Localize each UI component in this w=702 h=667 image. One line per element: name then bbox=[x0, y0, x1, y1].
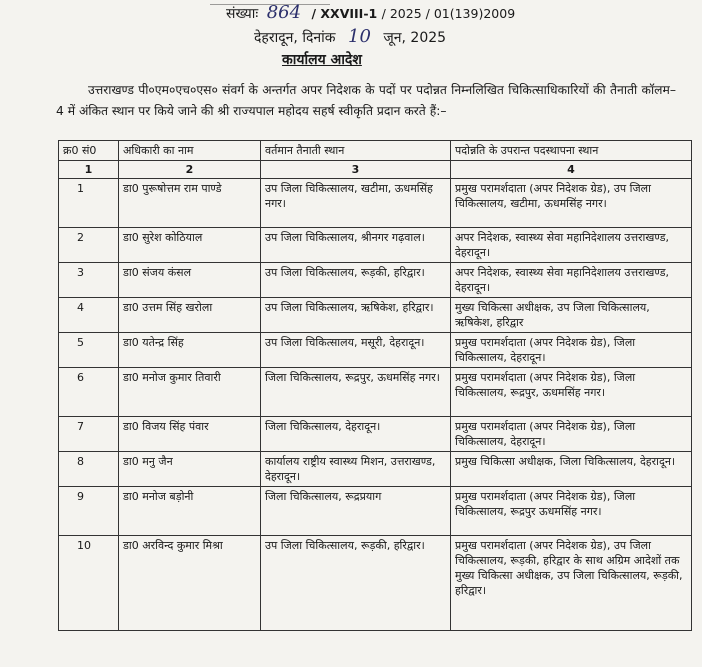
cell-current: उप जिला चिकित्सालय, रूड़की, हरिद्वार। bbox=[261, 536, 451, 631]
cell-sno: 3 bbox=[59, 263, 119, 298]
ref-suffix: / 2025 / 01(139)2009 bbox=[381, 6, 516, 21]
date-line bbox=[254, 26, 446, 47]
cell-sno: 9 bbox=[59, 487, 119, 536]
cell-current: जिला चिकित्सालय, रूद्रपुर, ऊधमसिंह नगर। bbox=[261, 368, 451, 417]
colnum-2: 2 bbox=[119, 161, 261, 179]
table-row bbox=[59, 417, 692, 452]
cell-posting: प्रमुख परामर्शदाता (अपर निदेशक ग्रेड), जिला चिकित्सालय, देहरादून। bbox=[451, 333, 692, 368]
colnum-4: 4 bbox=[451, 161, 692, 179]
table-row bbox=[59, 452, 692, 487]
cell-sno: 1 bbox=[59, 179, 119, 228]
cell-sno: 6 bbox=[59, 368, 119, 417]
table-row bbox=[59, 298, 692, 333]
cell-sno: 5 bbox=[59, 333, 119, 368]
cell-posting: अपर निदेशक, स्वास्थ्य सेवा महानिदेशालय उत्तराखण्ड, देहरादून। bbox=[451, 263, 692, 298]
cell-name: डा0 यतेन्द्र सिंह bbox=[119, 333, 261, 368]
table-header-row bbox=[59, 141, 692, 161]
cell-posting: प्रमुख परामर्शदाता (अपर निदेशक ग्रेड), जिला चिकित्सालय, रूद्रपुर ऊधमसिंह नगर। bbox=[451, 487, 692, 536]
header-name: अधिकारी का नाम bbox=[119, 141, 261, 161]
cell-name: डा0 पुरूषोत्तम राम पाण्डे bbox=[119, 179, 261, 228]
header-sno: क्र0 सं0 bbox=[59, 141, 119, 161]
table-row bbox=[59, 228, 692, 263]
reference-number-line bbox=[226, 2, 515, 23]
cell-posting: प्रमुख परामर्शदाता (अपर निदेशक ग्रेड), उप जिला चिकित्सालय, खटीमा, ऊधमसिंह नगर। bbox=[451, 179, 692, 228]
cell-posting: मुख्य चिकित्सा अधीक्षक, उप जिला चिकित्सालय, ऋषिकेश, हरिद्वार bbox=[451, 298, 692, 333]
intro-text: उत्तराखण्ड पी०एम०एच०एस० संवर्ग के अन्तर्गत अपर निदेशक के पदों पर पदोन्नत निम्नलिखित चिकित्साधिकारियों की तैनाती कॉलम–4 में अंकित स्थान पर किये जाने की श्री राज्यपाल महोदय सहर्ष स्वीकृति प्रदान करते हैं:– bbox=[56, 83, 676, 118]
colnum-1: 1 bbox=[59, 161, 119, 179]
table-row bbox=[59, 263, 692, 298]
cell-sno: 7 bbox=[59, 417, 119, 452]
cell-current: उप जिला चिकित्सालय, श्रीनगर गढ़वाल। bbox=[261, 228, 451, 263]
cell-current: उप जिला चिकित्सालय, ऋषिकेश, हरिद्वार। bbox=[261, 298, 451, 333]
cell-current: उप जिला चिकित्सालय, रूड़की, हरिद्वार। bbox=[261, 263, 451, 298]
date-day-handwritten: 10 bbox=[348, 26, 371, 47]
cell-current: उप जिला चिकित्सालय, खटीमा, ऊधमसिंह नगर। bbox=[261, 179, 451, 228]
cell-current: कार्यालय राष्ट्रीय स्वास्थ्य मिशन, उत्तराखण्ड, देहरादून। bbox=[261, 452, 451, 487]
cell-name: डा0 मनोज कुमार तिवारी bbox=[119, 368, 261, 417]
ref-handwritten-number: 864 bbox=[266, 2, 302, 23]
cell-posting: प्रमुख परामर्शदाता (अपर निदेशक ग्रेड), जिला चिकित्सालय, देहरादून। bbox=[451, 417, 692, 452]
table-row bbox=[59, 333, 692, 368]
cell-name: डा0 मनु जैन bbox=[119, 452, 261, 487]
intro-paragraph bbox=[56, 80, 676, 122]
cell-sno: 4 bbox=[59, 298, 119, 333]
ref-label: संख्याः bbox=[226, 6, 259, 22]
cell-current: जिला चिकित्सालय, देहरादून। bbox=[261, 417, 451, 452]
header-current: वर्तमान तैनाती स्थान bbox=[261, 141, 451, 161]
ref-code: / XXVIII-1 bbox=[311, 6, 378, 21]
colnum-3: 3 bbox=[261, 161, 451, 179]
cell-sno: 8 bbox=[59, 452, 119, 487]
cell-name: डा0 अरविन्द कुमार मिश्रा bbox=[119, 536, 261, 631]
cell-sno: 10 bbox=[59, 536, 119, 631]
cell-name: डा0 मनोज बड़ोनी bbox=[119, 487, 261, 536]
cell-posting: प्रमुख परामर्शदाता (अपर निदेशक ग्रेड), जिला चिकित्सालय, रूद्रपुर, ऊधमसिंह नगर। bbox=[451, 368, 692, 417]
date-label: देहरादून, दिनांक bbox=[254, 30, 336, 46]
column-number-row bbox=[59, 161, 692, 179]
table-row bbox=[59, 536, 692, 631]
cell-name: डा0 संजय कंसल bbox=[119, 263, 261, 298]
cell-posting: प्रमुख चिकित्सा अधीक्षक, जिला चिकित्सालय, देहरादून। bbox=[451, 452, 692, 487]
table-row bbox=[59, 487, 692, 536]
document-title: कार्यालय आदेश bbox=[282, 52, 362, 68]
cell-sno: 2 bbox=[59, 228, 119, 263]
cell-posting: अपर निदेशक, स्वास्थ्य सेवा महानिदेशालय उत्तराखण्ड, देहरादून। bbox=[451, 228, 692, 263]
table-row bbox=[59, 179, 692, 228]
header-posting: पदोन्नति के उपरान्त पदस्थापना स्थान bbox=[451, 141, 692, 161]
cell-name: डा0 विजय सिंह पंवार bbox=[119, 417, 261, 452]
cell-posting: प्रमुख परामर्शदाता (अपर निदेशक ग्रेड), उप जिला चिकित्सालय, रूड़की, हरिद्वार के साथ अग्रिम आदेशों तक मुख्य चिकित्सा अधीक्षक, उप जिला चिकित्सालय, रूड़की, हरिद्वार। bbox=[451, 536, 692, 631]
cell-current: उप जिला चिकित्सालय, मसूरी, देहरादून। bbox=[261, 333, 451, 368]
posting-table bbox=[58, 140, 692, 631]
cell-name: डा0 उत्तम सिंह खरोला bbox=[119, 298, 261, 333]
cell-current: जिला चिकित्सालय, रूद्रप्रयाग bbox=[261, 487, 451, 536]
cell-name: डा0 सुरेश कोठियाल bbox=[119, 228, 261, 263]
date-rest: जून, 2025 bbox=[383, 30, 447, 46]
table-row bbox=[59, 368, 692, 417]
